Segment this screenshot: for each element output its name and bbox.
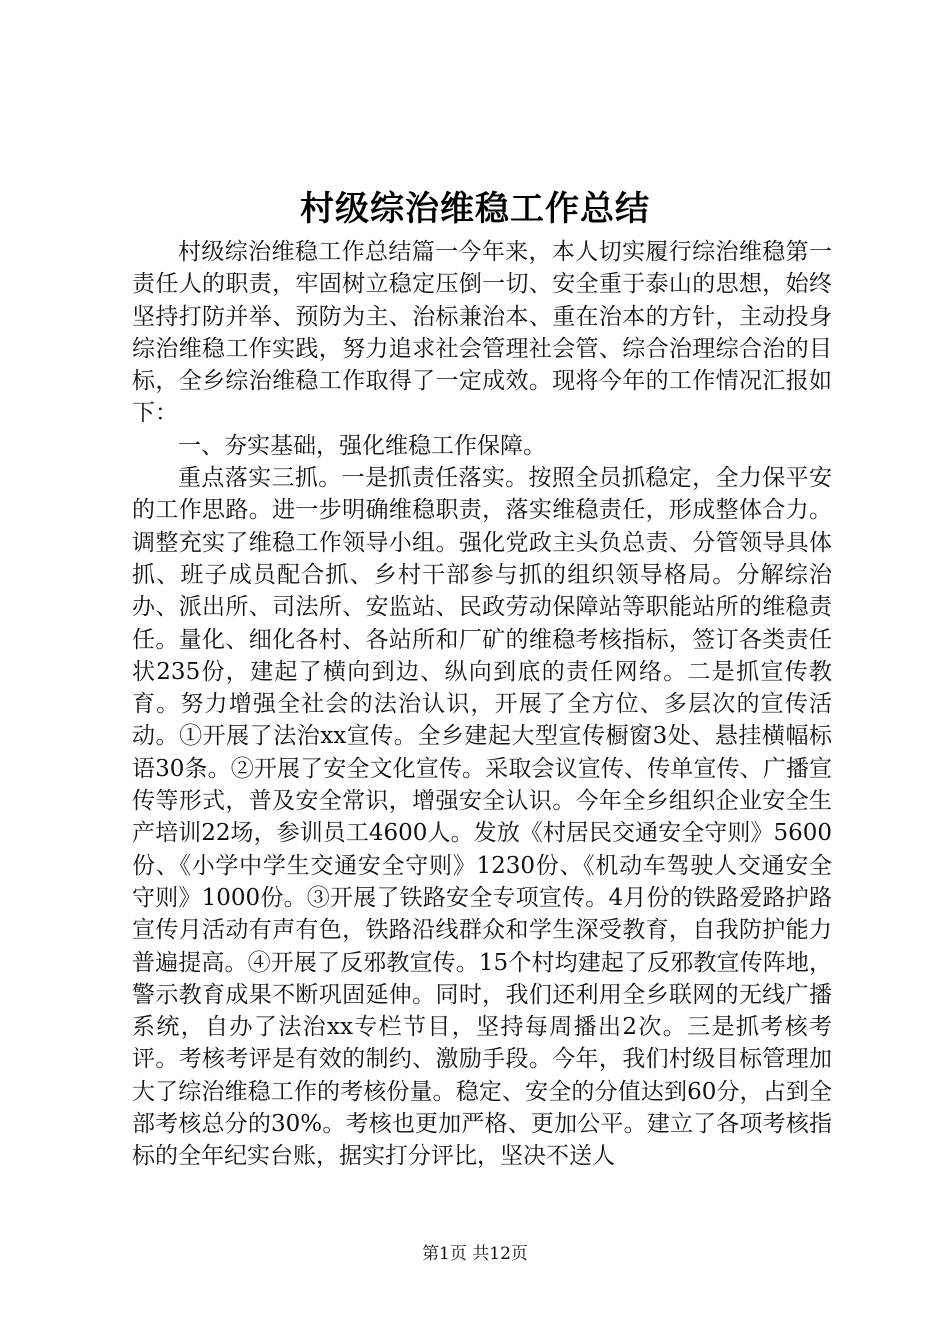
- intro-paragraph: 村级综治维稳工作总结篇一今年来，本人切实履行综治维稳第一责任人的职责，牢固树立稳定压倒一切、安全重于泰山的思想，始终坚持打防并举、预防为主、治标兼治本、重在治本的方针，主动投身综治维稳工作实践，努力追求社会管理社会管、综合治理综合治的目标，全乡综治维稳工作取得了一定成效。现将今年的工作情况汇报如下：: [132, 239, 832, 427]
- document-title: 村级综治维稳工作总结: [300, 189, 650, 229]
- body-paragraph: 重点落实三抓。一是抓责任落实。按照全员抓稳定，全力保平安的工作思路。进一步明确维稳职责，落实维稳责任，形成整体合力。调整充实了维稳工作领导小组。强化党政主头负总责、分管领导具体抓、班子成员配合抓、乡村干部参与抓的组织领导格局。分解综治办、派出所、司法所、安监站、民政劳动保障站等职能站所的维稳责任。量化、细化各村、各站所和厂矿的维稳考核指标，签订各类责任状235份，建起了横向到边、纵向到底的责任网络。二是抓宣传教育。努力增强全社会的法治认识，开展了全方位、多层次的宣传活动。①开展了法治xx宣传。全乡建起大型宣传橱窗3处、悬挂横幅标语30条。②开展了安全文化宣传。采取会议宣传、传单宣传、广播宣传等形式，普及安全常识，增强安全认识。今年全乡组织企业安全生产培训22场，参训员工4600人。发放《村居民交通安全守则》5600份、《小学中学生交通安全守则》1230份、《机动车驾驶人交通安全守则》1000份。③开展了铁路安全专项宣传。4月份的铁路爱路护路宣传月活动有声有色，铁路沿线群众和学生深受教育，自我防护能力普遍提高。④开展了反邪教宣传。15个村均建起了反邪教宣传阵地，警示教育成果不断巩固延伸。同时，我们还利用全乡联网的无线广播系统，自办了法治xx专栏节目，坚持每周播出2次。三是抓考核考评。考核考评是有效的制约、激励手段。今年，我们村级目标管理加大了综治维稳工作的考核份量。稳定、安全的分值达到60分，占到全部考核总分的30%。考核也更加严格、更加公平。建立了各项考核指标的全年纪实台账，据实打分评比，坚决不送人: [132, 465, 832, 1170]
- document-body: [132, 236, 832, 1173]
- section-heading: 一、夯实基础，强化维稳工作保障。: [178, 432, 546, 459]
- page-number-footer: 第1页 共12页: [422, 1244, 528, 1264]
